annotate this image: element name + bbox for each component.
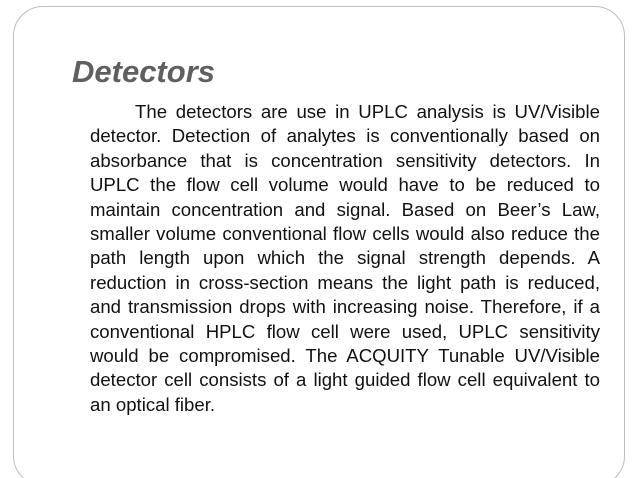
slide-title: Detectors: [72, 54, 215, 89]
slide-body-text: The detectors are use in UPLC analysis is UV/Visible detector. Detection of analytes is conventionally based on absorbance that is concentration sensitivity detectors. In UPLC the flow cell volume would have to be reduced to maintain concentration and signal. Based on Beer’s Law, smaller volume conventional flow cells would also reduce the path length upon which the signal strength depends. A reduction in cross-section means the light path is reduced, and transmission drops with increasing noise. Therefore, if a conventional HPLC flow cell were used, UPLC sensitivity would be compromised. The ACQUITY Tunable UV/Visible detector cell consists of a light guided flow cell equivalent to an optical fiber.: [90, 101, 600, 415]
